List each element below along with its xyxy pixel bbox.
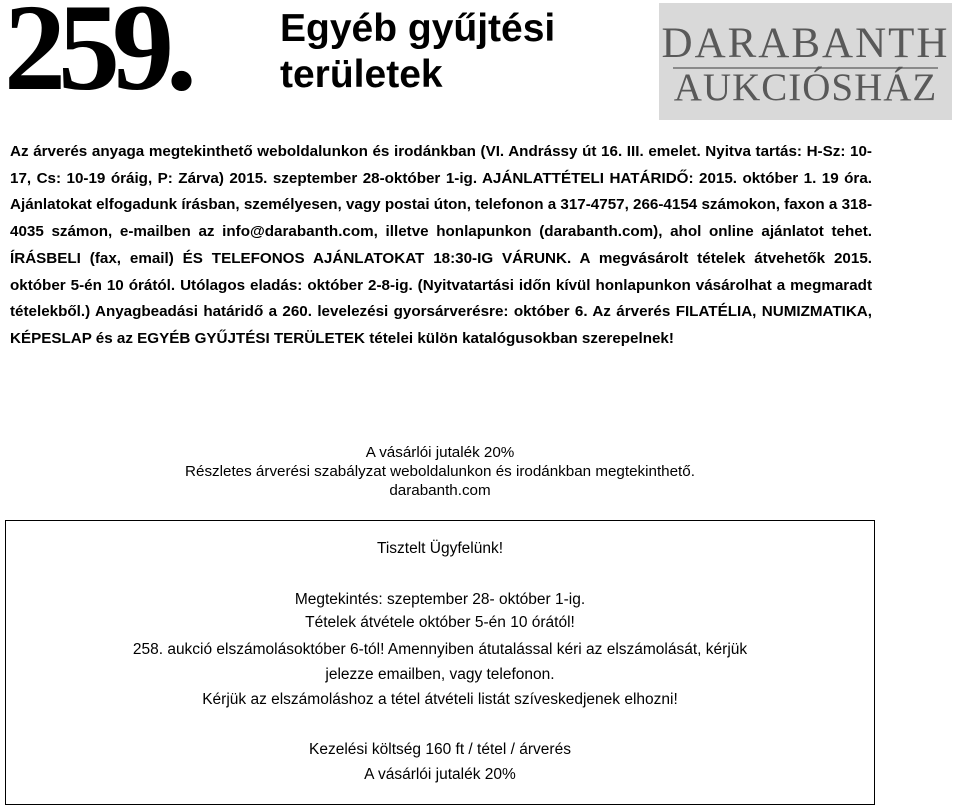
notice-box — [5, 520, 875, 805]
notice-viewing: Megtekintés: szeptember 28- október 1-ig. — [294, 591, 586, 608]
commission-line: A vásárlói jutalék 20% — [365, 444, 515, 461]
section-title-line-2: területek — [280, 53, 443, 96]
intro-paragraph: Az árverés anyaga megtekinthető weboldalunkon és irodánkban (VI. Andrássy út 16. III. emelet. Nyitva tartás: H-Sz: 10-17, Cs: 10-19 óráig, P: Zárva) 2015. szeptember 28-október 1-ig. AJÁNLATTÉTELI HATÁRIDŐ: 2015. október 1. 19 óra. Ajánlatokat elfogadunk írásban, személyesen, vagy postai úton, telefonon a 317-4757, 266-4154 számokon, faxon a 318-4035 számon, e-mailben az info@darabanth.com, illetve honlapunkon (darabanth.com), ahol online ajánlatot tehet. ÍRÁSBELI (fax, email) ÉS TELEFONOS AJÁNLATOKAT 18:30-IG VÁRUNK. A megvásárolt tételek átvehetők 2015. október 5-én 10 órától. Utólagos eladás: október 2-8-ig. (Nyitvatartási időn kívül honlapunkon vásárolhat a megmaradt tételekből.) Anyagbeadási határidő a 260. levelezési gyorsárverésre: október 6. Az árverés FILATÉLIA, NUMIZMATIKA, KÉPESLAP és az EGYÉB GYŰJTÉSI TERÜLETEK tételei külön katalógusokban szerepelnek! — [10, 143, 872, 347]
commission-block — [0, 443, 880, 500]
notice-handling-fee: Kezelési költség 160 ft / tétel / árverés — [309, 741, 571, 758]
notice-commission: A vásárlói jutalék 20% — [364, 766, 516, 783]
section-title-line-1: Egyéb gyűjtési — [280, 7, 556, 50]
website-line: darabanth.com — [389, 482, 491, 499]
section-title — [280, 6, 555, 98]
darabanth-logo — [659, 3, 952, 120]
logo-line-1: DARABANTH — [661, 20, 950, 67]
notice-request: Kérjük az elszámoláshoz a tétel átvételi listát szíveskedjenek elhozni! — [202, 691, 678, 708]
notice-pickup: Tételek átvétele október 5-én 10 órától! — [305, 614, 575, 631]
rules-line: Részletes árverési szabályzat weboldalunkon és irodánkban megtekinthető. — [185, 463, 695, 480]
notice-greeting: Tisztelt Ügyfelünk! — [376, 540, 504, 557]
auction-number: 259. — [4, 0, 189, 116]
logo-line-2: AUKCIÓSHÁZ — [673, 66, 938, 109]
notice-settlement-line-1: 258. aukció elszámolásoktóber 6-tól! Amennyiben átutalással kéri az elszámolását, kérjük — [132, 641, 748, 658]
notice-settlement-line-2: jelezze emailben, vagy telefonon. — [325, 666, 555, 683]
